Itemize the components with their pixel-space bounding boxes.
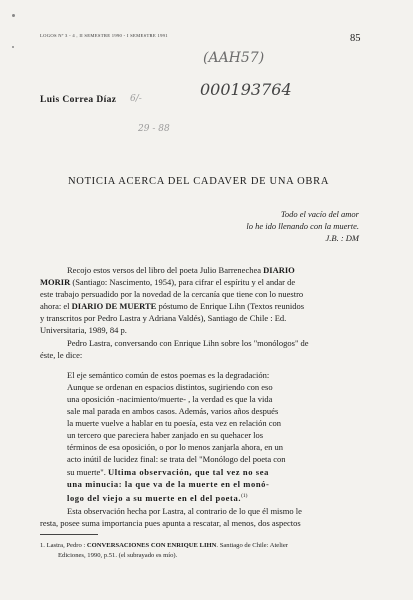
- emphasized-text: Ultima observación, que tal vez no sea: [108, 466, 269, 477]
- handwritten-code: (AAH57): [203, 50, 265, 66]
- body-line: Pedro Lastra, conversando con Enrique Lihn sobre los "monólogos" de: [67, 337, 309, 348]
- quote-line: una minucia: la que va de la muerte en el monó-: [67, 478, 270, 489]
- text-run: (Santiago: Nascimento, 1954), para cifrar el espíritu y el andar de: [70, 277, 296, 288]
- emphasized-text: logo del viejo a su muerte en el del poeta.: [67, 492, 242, 503]
- body-line: Esta observación hecha por Lastra, al contrario de lo que él mismo le: [67, 505, 302, 516]
- handwritten-number: 000193764: [200, 80, 292, 99]
- text-run: póstumo de Enrique Lihn (Textos reunidos: [156, 301, 305, 312]
- scan-speck: [12, 46, 14, 48]
- body-line: [40, 300, 365, 312]
- article-body: [40, 264, 365, 529]
- epigraph: [246, 208, 359, 244]
- article-title: NOTICIA ACERCA DEL CADAVER DE UNA OBRA: [68, 176, 330, 187]
- quote-line: Aunque se ordenan en espacios distintos, sugiriendo con eso: [67, 381, 273, 392]
- handwritten-mark: 29 - 88: [138, 124, 170, 134]
- footnote-marker: (1): [241, 492, 248, 499]
- footnote-divider: [40, 534, 98, 535]
- body-line: [40, 264, 365, 276]
- author-name: Luis Correa Díaz: [40, 95, 117, 105]
- quote-line: términos de esa oposición, o por lo menos zanjarla ahora, en un: [67, 442, 283, 453]
- epigraph-line: lo he ido llenando con la muerte.: [246, 221, 359, 231]
- book-title: DIARIO DE MUERTE: [71, 301, 157, 312]
- book-title: CONVERSACIONES CON ENRIQUE LIHN: [86, 542, 217, 549]
- body-line: y transcritos por Pedro Lastra y Adriana Valdés), Santiago de Chile : Ed.: [40, 313, 287, 324]
- quote-line: [67, 490, 365, 504]
- quote-line: un tercero que pareciera haber zanjado en su quehacer los: [67, 430, 264, 441]
- journal-header: LOGOS Nº 3 - 4 , II SEMESTRE 1990 - I SEMESTRE 1991: [40, 33, 168, 38]
- text-run: ahora: el: [40, 301, 72, 312]
- page-number: 85: [350, 33, 361, 44]
- book-title: DIARIO: [263, 265, 295, 275]
- quote-line: El eje semántico común de estos poemas es la degradación:: [67, 369, 270, 380]
- book-title: MORIR: [40, 277, 71, 288]
- footnote-line: Ediciones, 1990, p.51. (el subrayado es mío).: [58, 552, 178, 559]
- quote-line: [67, 466, 365, 478]
- epigraph-line: Todo el vacío del amor: [280, 209, 359, 219]
- epigraph-attribution: J.B. : DM: [325, 233, 359, 243]
- body-line: [40, 276, 365, 288]
- text-run: su muerte".: [67, 466, 109, 477]
- quote-line: acto inútil de lucidez final: se trata del "Monólogo del poeta con: [67, 454, 286, 465]
- text-run: Recojo estos versos del libro del poeta Julio Barrenechea: [67, 265, 264, 275]
- block-quote: [40, 369, 365, 504]
- body-line: Universitaria, 1989, 84 p.: [40, 325, 127, 336]
- text-run: . Santiago de Chile: Atelier: [216, 542, 289, 549]
- text-run: 1. Lastra, Pedro :: [40, 542, 87, 549]
- footnote: [40, 541, 375, 561]
- footnote-line: [40, 541, 375, 551]
- quote-line: sale mal parada en ambos casos. Además, varios años después: [67, 406, 279, 417]
- quote-line: una oposición -nacimiento/muerte- , la verdad es que la vida: [67, 393, 273, 404]
- quote-line: la muerte vuelve a hablar en tu poesía, esta vez en relación con: [67, 418, 282, 429]
- body-line: este trabajo persuadido por la novedad de la cercanía que tiene con lo nuestro: [40, 289, 304, 300]
- scan-speck: [12, 14, 15, 17]
- body-line: éste, le dice:: [40, 349, 83, 360]
- handwritten-mark: 6/-: [130, 94, 142, 104]
- body-line: resta, posee suma importancia pues apunta a rescatar, al menos, dos aspectos: [40, 517, 301, 528]
